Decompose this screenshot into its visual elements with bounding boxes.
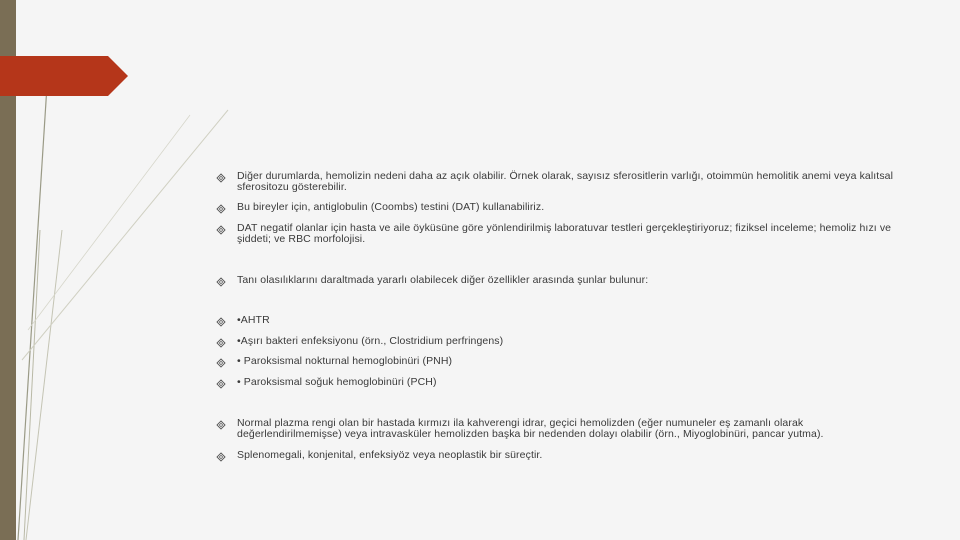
bullet-text: Tanı olasılıklarını daraltmada yararlı olabilecek diğer özellikler arasında şunlar bulunur:: [237, 274, 649, 286]
list-item: [214, 223, 904, 244]
bullet-text: DAT negatif olanlar için hasta ve aile öyküsüne göre yönlendirilmiş laboratuvar testleri gerçekleştiriyoruz; fiziksel inceleme; hemoliz hızı ve şiddeti; ve RBC morfolojisi.: [237, 222, 892, 245]
diamond-bullet-icon: [214, 336, 228, 350]
list-item: [214, 336, 904, 350]
diamond-bullet-icon: [214, 315, 228, 329]
diamond-bullet-icon: [214, 275, 228, 289]
diamond-bullet-icon: [214, 171, 228, 185]
list-item: [214, 450, 904, 464]
bullet-text: Splenomegali, konjenital, enfeksiyöz veya neoplastik bir süreçtir.: [237, 449, 543, 461]
list-item: [214, 275, 904, 289]
diamond-bullet-icon: [214, 450, 228, 464]
diamond-bullet-icon: [214, 377, 228, 391]
list-item: [214, 315, 904, 329]
list-item: [214, 356, 904, 370]
bullet-text: • Paroksismal soğuk hemoglobinüri (PCH): [237, 376, 437, 388]
bullet-text: •AHTR: [237, 314, 270, 326]
bullet-text: • Paroksismal nokturnal hemoglobinüri (PNH): [237, 355, 453, 367]
diamond-bullet-icon: [214, 356, 228, 370]
list-item: [214, 202, 904, 216]
diamond-bullet-icon: [214, 223, 228, 237]
list-item: [214, 171, 904, 192]
bullet-text: Bu bireyler için, antiglobulin (Coombs) testini (DAT) kullanabiliriz.: [237, 201, 545, 213]
diamond-bullet-icon: [214, 418, 228, 432]
bullet-text: Normal plazma rengi olan bir hastada kırmızı ila kahverengi idrar, geçici hemolizden (eğer numuneler eş zamanlı olarak değerlendirilmemişse) veya intravasküler hemolizden başka bir nedenden dolayı olabilir (örn., Miyoglobinüri, pancar yutma).: [237, 417, 824, 440]
diamond-bullet-icon: [214, 202, 228, 216]
bullet-text: •Aşırı bakteri enfeksiyonu (örn., Clostridium perfringens): [237, 335, 504, 347]
list-item: [214, 418, 904, 439]
bullet-text: Diğer durumlarda, hemolizin nedeni daha az açık olabilir. Örnek olarak, sayısız sferositlerin varlığı, otoimmün hemolitik anemi veya kalıtsal sferositozu gösterebilir.: [237, 170, 894, 193]
list-item: [214, 377, 904, 391]
